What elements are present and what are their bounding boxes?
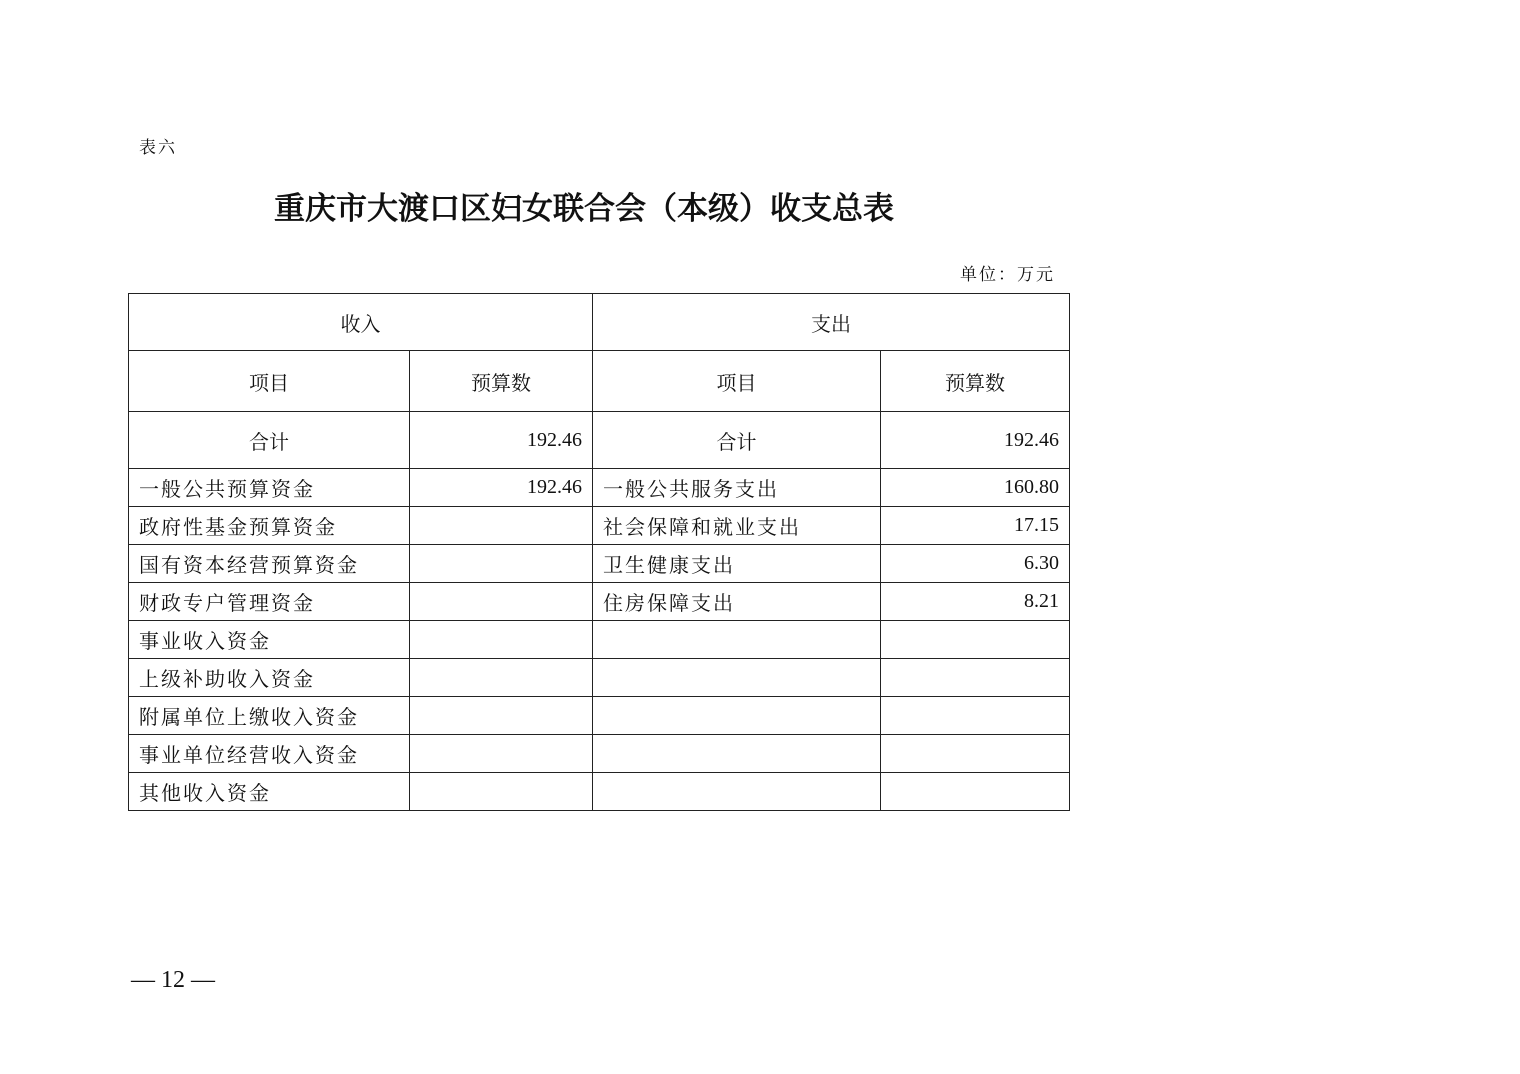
expense-item [593,621,881,659]
income-value [410,773,593,811]
document-title: 重庆市大渡口区妇女联合会（本级）收支总表 [274,191,894,227]
income-value [410,659,593,697]
table-row [129,659,1070,697]
income-item: 上级补助收入资金 [129,659,410,697]
income-item: 事业收入资金 [129,621,410,659]
income-total-value: 192.46 [410,412,593,469]
table-row [129,735,1070,773]
page-number: — 12 — [131,967,215,993]
budget-summary-table [128,293,1070,811]
expense-value: 8.21 [881,583,1070,621]
expense-item [593,697,881,735]
income-item: 国有资本经营预算资金 [129,545,410,583]
expense-item: 卫生健康支出 [593,545,881,583]
income-value [410,621,593,659]
income-value [410,583,593,621]
income-value [410,507,593,545]
expense-value [881,773,1070,811]
expense-total-value: 192.46 [881,412,1070,469]
unit-label: 单位：万元 [960,265,1055,285]
income-item: 其他收入资金 [129,773,410,811]
income-item: 附属单位上缴收入资金 [129,697,410,735]
table-row [129,507,1070,545]
table-label: 表六 [139,138,177,158]
total-row [129,412,1070,469]
expense-value [881,735,1070,773]
income-item: 政府性基金预算资金 [129,507,410,545]
expense-value [881,697,1070,735]
income-item-column-header: 项目 [129,351,410,412]
expense-total-label: 合计 [593,412,881,469]
expense-value [881,659,1070,697]
column-header-row [129,351,1070,412]
expense-item: 一般公共服务支出 [593,469,881,507]
expense-value: 160.80 [881,469,1070,507]
table-row [129,697,1070,735]
expense-value: 6.30 [881,545,1070,583]
income-item: 一般公共预算资金 [129,469,410,507]
table-row [129,773,1070,811]
income-item: 事业单位经营收入资金 [129,735,410,773]
income-total-label: 合计 [129,412,410,469]
expense-section-header: 支出 [593,294,1070,351]
table-row [129,621,1070,659]
income-value: 192.46 [410,469,593,507]
income-value [410,697,593,735]
table-row [129,469,1070,507]
expense-value [881,621,1070,659]
income-value [410,735,593,773]
expense-item [593,735,881,773]
table-row [129,583,1070,621]
expense-item: 社会保障和就业支出 [593,507,881,545]
income-item: 财政专户管理资金 [129,583,410,621]
expense-item: 住房保障支出 [593,583,881,621]
income-budget-column-header: 预算数 [410,351,593,412]
income-section-header: 收入 [129,294,593,351]
expense-item [593,659,881,697]
table-row [129,545,1070,583]
expense-budget-column-header: 预算数 [881,351,1070,412]
section-header-row [129,294,1070,351]
expense-value: 17.15 [881,507,1070,545]
income-value [410,545,593,583]
expense-item [593,773,881,811]
expense-item-column-header: 项目 [593,351,881,412]
